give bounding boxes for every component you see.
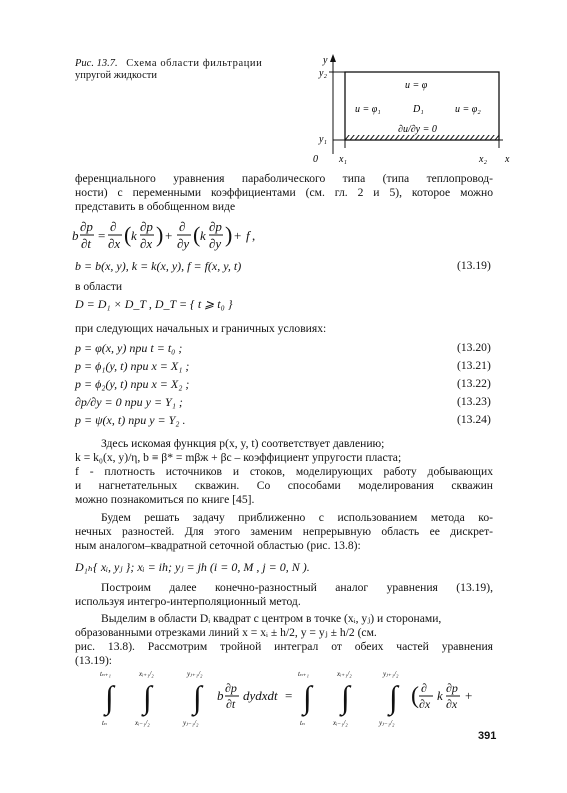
svg-text:∫: ∫ [389,679,398,715]
paragraph-2-line-2: k = k₀(x, y)/η, b ≡ β* = mβж + βс – коэффициент упругости пласта; [75,451,402,464]
conditions-intro: при следующих начальных и граничных условиях: [75,322,327,335]
region-intro: в области [75,280,123,293]
paragraph-5-line-4: (13.19): [75,654,113,667]
paragraph-1-line-2: ности) с переменными коэффициентами (см. гл. 2 и 5), которое можно [75,186,493,199]
svg-text:∂p: ∂p [140,219,153,234]
svg-text:∫: ∫ [143,679,152,715]
x2-label: x₂ [479,154,487,165]
svg-text:∂p: ∂p [80,219,93,234]
paragraph-3-line-2: нечных разностей. Для этого заменим непрерывную область ее дискрет- [75,525,493,538]
right-x-upper: xᵢ₊₁/₂ [337,670,352,678]
svg-text:∂x: ∂x [419,697,431,711]
equation-number-13-22: (13.22) [457,377,491,390]
svg-text:∫: ∫ [105,679,114,715]
condition-13-21: p = ϕ₁(y, t) при x = X₁ ; [75,359,190,373]
right-y-lower: yⱼ₋₁/₂ [379,719,395,727]
hatched-bottom-boundary [345,135,499,140]
equation-number-13-21: (13.21) [457,359,491,372]
axis-y-label: y [323,55,328,66]
svg-text:∂x: ∂x [446,697,458,711]
svg-text:k: k [131,228,137,243]
origin-label: 0 [313,154,318,165]
triple-integral-equation [95,666,505,732]
caption-line-2: упругой жидкости [75,70,157,81]
svg-text:=: = [285,688,293,703]
right-t-lower: tₙ [300,719,305,727]
svg-text:∂: ∂ [421,681,427,695]
right-boundary-label: u = φ₂ [455,104,481,115]
paragraph-3-line-1: Будем решать задачу приближенно с использованием метода ко- [101,511,493,524]
svg-text:∂p: ∂p [446,681,458,695]
left-x-lower: xᵢ₋₁/₂ [135,719,150,727]
bottom-boundary-label: ∂u/∂y = 0 [398,124,437,135]
equation-number-13-20: (13.20) [457,341,491,354]
paragraph-5-line-3: рис. 13.8). Рассмотрим тройной интеграл от обеих частей уравнения [75,640,493,653]
svg-text:∂p: ∂p [209,219,222,234]
x1-label: x₁ [339,154,347,165]
svg-text:b: b [217,688,224,703]
svg-text:k: k [437,688,443,703]
caption-label: Рис. 13.7. [75,58,118,69]
equation-number-13-24: (13.24) [457,413,491,426]
axis-x-label: x [505,154,510,165]
y-axis-arrow [330,54,336,62]
left-y-lower: yⱼ₋₁/₂ [183,719,199,727]
caption-line-1: Схема области фильтрации [126,58,263,69]
svg-text:(: ( [411,683,419,709]
equation-number-13-19: (13.19) [457,259,491,272]
paragraph-1-line-1: ференциального уравнения параболического типа (типа теплопровод- [75,172,493,185]
paragraph-3-line-3: ным аналогом–квадратной сеточной областью (рис. 13.8): [75,539,361,552]
svg-text:+: + [234,228,242,243]
domain-center-label: D₁ [413,104,424,115]
paragraph-2-line-1: Здесь искомая функция p(x, y, t) соответствует давлению; [101,437,385,450]
figure-caption [75,58,262,70]
svg-text:+: + [165,228,173,243]
paragraph-1-line-3: представить в обобщенном виде [75,200,236,213]
svg-text:∂y: ∂y [209,236,222,251]
svg-text:b: b [72,228,79,243]
svg-text:dydxdt: dydxdt [243,688,278,703]
paragraph-5-line-1: Выделим в области Dᵢ квадрат с центром в точке (xᵢ, yⱼ) и сторонами, [101,612,442,625]
right-x-lower: xᵢ₋₁/₂ [333,719,348,727]
left-x-upper: xᵢ₊₁/₂ [139,670,154,678]
paragraph-4-line-2: используя интегро-интерполяционный метод. [75,595,301,608]
condition-13-20: p = φ(x, y) при t = t₀ ; [75,341,183,355]
svg-text:k: k [200,228,206,243]
svg-text:): ) [156,222,164,247]
svg-text:=: = [98,228,106,243]
svg-text:∂x: ∂x [140,236,153,251]
svg-text:∫: ∫ [193,679,202,715]
paragraph-2-line-4: и нагнетательных скважин. Со способами моделирования скважин [75,479,493,492]
svg-text:∂y: ∂y [177,236,190,251]
svg-text:∂: ∂ [179,219,186,234]
condition-13-22: p = ϕ₂(y, t) при x = X₂ ; [75,377,190,391]
right-t-upper: tₙ₊₁ [298,670,309,678]
paragraph-4-line-1: Построим далее конечно-разностный аналог уравнения (13.19), [101,581,493,594]
paragraph-2-line-3: f - плотность источников и стоков, моделирующих работу добывающих [75,465,493,478]
left-y-upper: yⱼ₊₁/₂ [187,670,203,678]
svg-text:∂p: ∂p [225,681,237,695]
svg-text:∂: ∂ [110,219,117,234]
left-t-lower: tₙ [102,719,107,727]
svg-text:,: , [252,228,256,243]
equation-coefficients: b = b(x, y), k = k(x, y), f = f(x, y, t) [75,259,242,273]
svg-text:(: ( [124,222,132,247]
svg-text:∂x: ∂x [108,236,121,251]
svg-text:(: ( [193,222,201,247]
svg-text:∂t: ∂t [81,236,92,251]
paragraph-2-line-5: можно познакомиться по книге [45]. [75,493,255,506]
grid-equation: D₁ₕ{ xᵢ, yⱼ }; xᵢ = ih; yⱼ = jh (i = 0, M , j = 0, N ). [75,560,310,574]
condition-13-24: p = ψ(x, t) при y = Y₂ . [75,413,186,427]
svg-text:): ) [225,222,233,247]
equation-number-13-23: (13.23) [457,395,491,408]
main-pde-equation [70,214,310,258]
condition-13-23: ∂p/∂y = 0 при y = Y₁ ; [75,395,183,409]
left-t-upper: tₙ₊₁ [100,670,111,678]
svg-text:+: + [465,688,473,703]
svg-text:∫: ∫ [341,679,350,715]
y1-label: y₁ [319,134,327,145]
y2-label: y₂ [319,68,327,79]
right-y-upper: yⱼ₊₁/₂ [383,670,399,678]
svg-text:∂t: ∂t [226,697,236,711]
top-boundary-label: u = φ [405,80,428,91]
svg-text:∫: ∫ [303,679,312,715]
filtration-domain-diagram [305,50,525,170]
left-boundary-label: u = φ₁ [355,104,381,115]
region-equation: D = D₁ × D_T , D_T = { t ⩾ t₀ } [75,297,233,311]
svg-text:f: f [246,228,250,243]
page-number: 391 [478,730,497,742]
paragraph-5-line-2: образованными отрезками линий x = xᵢ ± h/2, y = yⱼ ± h/2 (см. [75,626,377,639]
